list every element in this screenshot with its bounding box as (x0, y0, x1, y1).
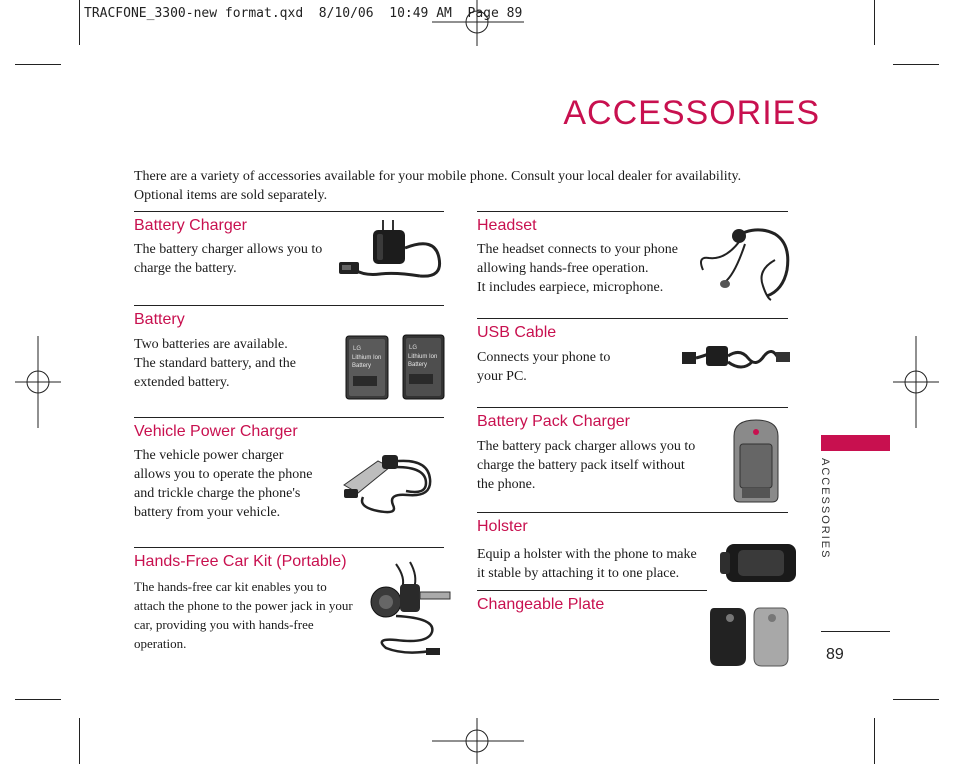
description-line: allows you to operate the phone (134, 467, 313, 482)
holster-description (477, 545, 712, 583)
battery-brand-label: LG (353, 346, 362, 352)
holster-title: Holster (477, 518, 528, 535)
hands-free-car-kit-description (134, 577, 374, 653)
description-line: allowing hands-free operation. (477, 261, 649, 276)
battery-brand-label: LG (409, 345, 418, 351)
battery-label-line1: Lithium Ion (408, 354, 438, 360)
description-line: The vehicle power charger (134, 448, 284, 463)
description-line: Connects your phone to (477, 350, 611, 365)
description-line: battery from your vehicle. (134, 505, 281, 520)
description-line: it stable by attaching it to one place. (477, 566, 680, 581)
crop-mark-tr-horizontal (893, 64, 939, 65)
battery-charger-description (134, 240, 344, 278)
slug-line: TRACFONE_3300-new format.qxd 8/10/06 10:49 AM Page 89 (84, 6, 523, 21)
vehicle-power-charger-image (338, 445, 438, 517)
divider (477, 590, 707, 591)
crop-mark-tr-vertical (874, 0, 875, 45)
battery-description (134, 335, 334, 392)
vehicle-power-charger-description (134, 446, 339, 522)
description-line: extended battery. (134, 375, 230, 390)
page-number: 89 (826, 646, 844, 663)
battery-image (345, 334, 445, 400)
holster-image (716, 538, 802, 586)
intro-text (134, 167, 774, 205)
page-number-rule (821, 631, 890, 632)
description-line: attach the phone to the power jack in your (134, 598, 353, 613)
headset-image (695, 220, 795, 310)
hands-free-car-kit-title: Hands-Free Car Kit (Portable) (134, 553, 347, 570)
divider (134, 417, 444, 418)
intro-line: There are a variety of accessories available for your mobile phone. Consult your local dealer for availability. (134, 169, 742, 184)
battery-charger-title: Battery Charger (134, 217, 247, 234)
changeable-plate-title: Changeable Plate (477, 596, 605, 613)
side-tab-marker (821, 435, 890, 451)
side-tab-label: ACCESSORIES (819, 458, 831, 560)
divider (477, 211, 788, 212)
description-line: The battery pack charger allows you to (477, 439, 696, 454)
crop-mark-tl-horizontal (15, 64, 61, 65)
page-title: ACCESSORIES (563, 94, 820, 132)
usb-cable-image (678, 334, 793, 382)
crop-mark-bl-horizontal (15, 699, 61, 700)
divider (477, 318, 788, 319)
battery-title: Battery (134, 311, 185, 328)
headset-description (477, 240, 702, 297)
description-line: charge the battery. (134, 261, 237, 276)
divider (134, 547, 444, 548)
registration-mark-bottom-icon (432, 718, 524, 764)
description-line: The standard battery, and the (134, 356, 296, 371)
vehicle-power-charger-title: Vehicle Power Charger (134, 423, 298, 440)
registration-mark-left-icon (15, 336, 61, 428)
battery-label-line2: Battery (352, 363, 372, 369)
description-line: The headset connects to your phone (477, 242, 678, 257)
usb-cable-description (477, 348, 647, 386)
intro-line: Optional items are sold separately. (134, 188, 328, 203)
description-line: operation. (134, 636, 187, 651)
divider (477, 512, 788, 513)
description-line: the phone. (477, 477, 536, 492)
battery-label-line1: Lithium Ion (352, 355, 382, 361)
description-line: Equip a holster with the phone to make (477, 547, 697, 562)
description-line: It includes earpiece, microphone. (477, 280, 664, 295)
description-line: The hands-free car kit enables you to (134, 579, 327, 594)
battery-charger-image (335, 218, 445, 290)
crop-mark-bl-vertical (79, 718, 80, 764)
crop-mark-br-vertical (874, 718, 875, 764)
hands-free-car-kit-image (366, 558, 456, 658)
registration-mark-right-icon (893, 336, 939, 428)
battery-label-line2: Battery (408, 362, 428, 368)
description-line: Two batteries are available. (134, 337, 288, 352)
crop-mark-tl-vertical (79, 0, 80, 45)
headset-title: Headset (477, 217, 537, 234)
divider (477, 407, 788, 408)
description-line: and trickle charge the phone's (134, 486, 301, 501)
usb-cable-title: USB Cable (477, 324, 557, 341)
battery-pack-charger-description (477, 437, 717, 494)
changeable-plate-image (708, 604, 792, 668)
battery-pack-charger-title: Battery Pack Charger (477, 413, 630, 430)
crop-mark-br-horizontal (893, 699, 939, 700)
description-line: The battery charger allows you to (134, 242, 323, 257)
divider (134, 305, 444, 306)
divider (134, 211, 444, 212)
description-line: charge the battery pack itself without (477, 458, 685, 473)
description-line: car, providing you with hands-free (134, 617, 314, 632)
description-line: your PC. (477, 369, 527, 384)
battery-pack-charger-image (728, 416, 784, 504)
